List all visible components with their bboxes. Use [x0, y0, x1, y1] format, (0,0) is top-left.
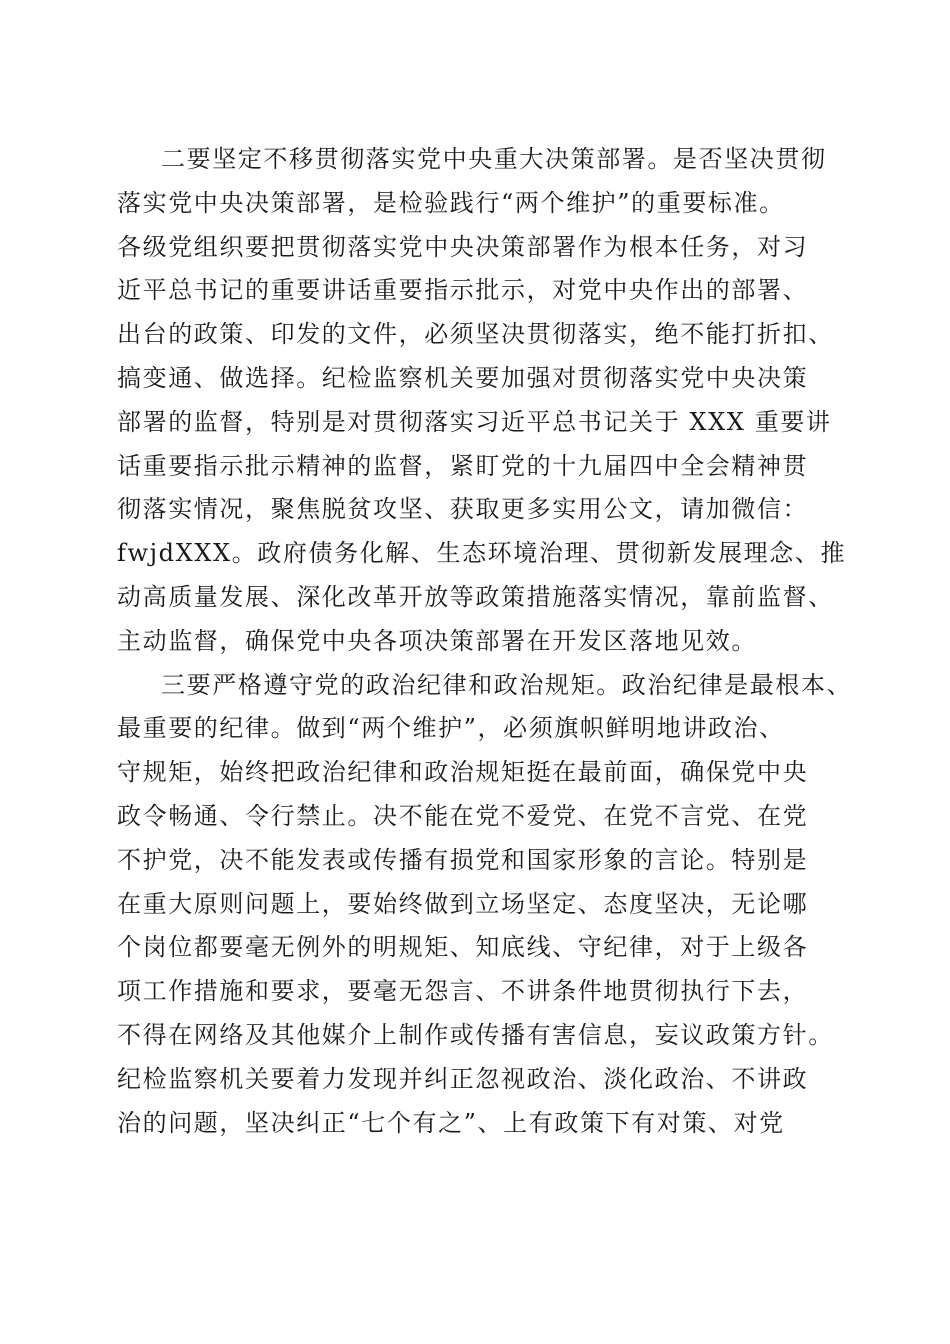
paragraph-line: 主动监督，确保党中央各项决策部署在开发区落地见效。 — [117, 626, 757, 655]
paragraph-line: 在重大原则问题上，要始终做到立场坚定、态度坚决，无论哪 — [117, 889, 809, 918]
paragraph-line: 纪检监察机关要着力发现并纠正忽视政治、淡化政治、不讲政 — [117, 1064, 809, 1093]
paragraph-line: 搞变通、做选择。纪检监察机关要加强对贯彻落实党中央决策 — [117, 363, 809, 392]
paragraph-line: 治的问题，坚决纠正“七个有之”、上有政策下有对策、对党 — [117, 1108, 785, 1137]
paragraph-line: 出台的政策、印发的文件，必须坚决贯彻落实，绝不能打折扣、 — [117, 320, 834, 349]
paragraph-line: 个岗位都要毫无例外的明规矩、知底线、守纪律，对于上级各 — [117, 933, 809, 962]
paragraph-line: 项工作措施和要求，要毫无怨言、不讲条件地贯彻执行下去， — [117, 977, 809, 1006]
paragraph-1 — [117, 138, 847, 664]
paragraph-line: 近平总书记的重要讲话重要指示批示，对党中央作出的部署、 — [117, 276, 809, 305]
paragraph-line: 政令畅通、令行禁止。决不能在党不爱党、在党不言党、在党 — [117, 801, 809, 830]
paragraph-line: 落实党中央决策部署，是检验践行“两个维护”的重要标准。 — [117, 188, 785, 217]
paragraph-line: 三要严格遵守党的政治纪律和政治规矩。政治纪律是最根本、 — [161, 670, 853, 699]
paragraph-line: 动高质量发展、深化改革开放等政策措施落实情况，靠前监督、 — [117, 582, 834, 611]
paragraph-line: fwjdXXX。政府债务化解、生态环境治理、贯彻新发展理念、推 — [117, 539, 847, 568]
document-body — [117, 138, 853, 1145]
paragraph-line: 彻落实情况，聚焦脱贫攻坚、获取更多实用公文，请加微信： — [117, 495, 809, 524]
paragraph-2 — [117, 664, 853, 1146]
paragraph-line: 守规矩，始终把政治纪律和政治规矩挺在最前面，确保党中央 — [117, 758, 809, 787]
paragraph-line: 最重要的纪律。做到“两个维护”，必须旗帜鲜明地讲政治、 — [117, 714, 785, 743]
paragraph-line: 部署的监督，特别是对贯彻落实习近平总书记关于 XXX 重要讲 — [117, 407, 832, 436]
paragraph-line: 不得在网络及其他媒介上制作或传播有害信息，妄议政策方针。 — [117, 1020, 834, 1049]
paragraph-line: 二要坚定不移贯彻落实党中央重大决策部署。是否坚决贯彻 — [161, 145, 827, 173]
paragraph-line: 不护党，决不能发表或传播有损党和国家形象的言论。特别是 — [117, 845, 809, 874]
paragraph-line: 话重要指示批示精神的监督，紧盯党的十九届四中全会精神贯 — [117, 451, 809, 480]
paragraph-line: 各级党组织要把贯彻落实党中央决策部署作为根本任务，对习 — [117, 232, 809, 261]
